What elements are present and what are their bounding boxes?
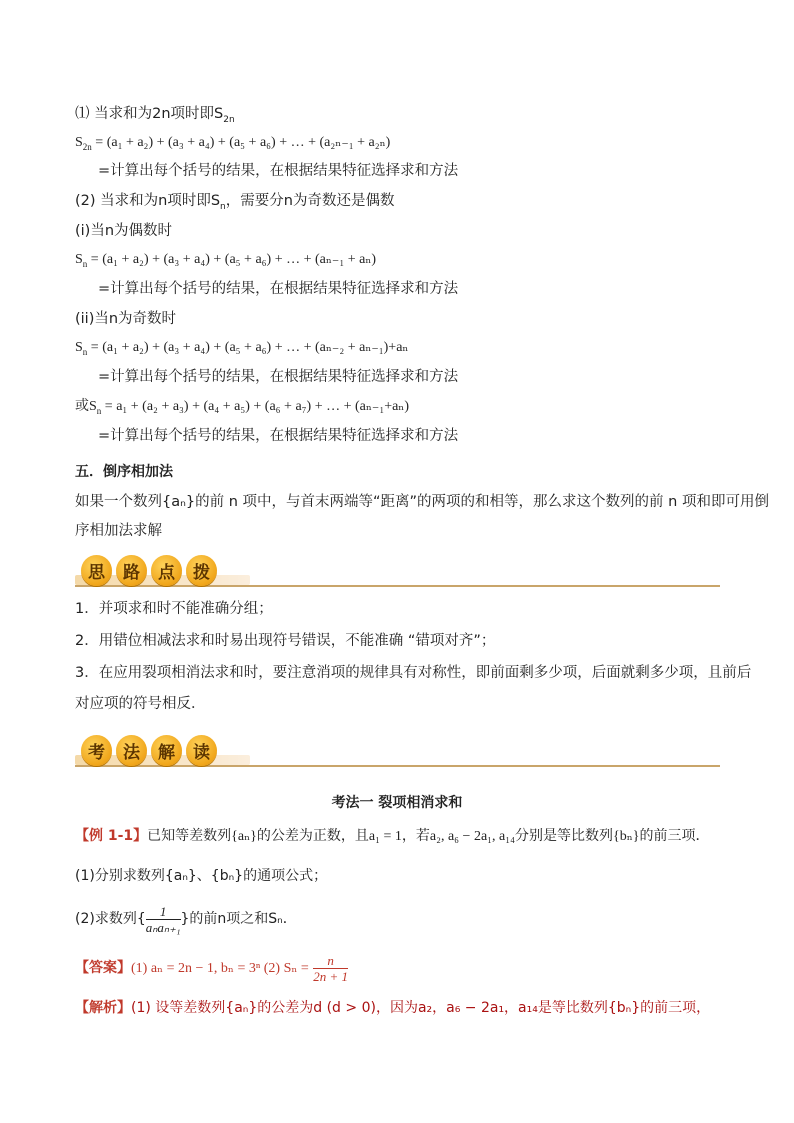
banner-tips [75,555,720,587]
case-odd-heading: (ii)当n为奇数时 [75,311,177,327]
case-2-heading: (2) 当求和为n项时即$S_n$，需要分n为奇数还是偶数 [75,193,395,212]
banner-tips-char-4: 拨 [186,555,217,586]
formula-sn-even: $S_n = (a_1 + a_2) + (a_3 + a_4) + (a_5 + a_6)$ + … + (aₙ₋₁ + aₙ) [75,252,377,269]
answer-tag: 【答案】 [75,960,131,976]
banner-methods [75,735,720,767]
calc-note-2: =计算出每个括号的结果，在根据结果特征选择求和方法 [98,281,459,297]
formula-sn-odd: $S_n = (a_1 + a_2) + (a_3 + a_4) + (a_5 + a_6)$ + … + (aₙ₋₂ + aₙ₋₁)+aₙ [75,340,409,357]
example-1-1: 【例 1-1】已知等差数列{aₙ}的公差为正数，且a₁ = 1，若a₂, a₆ − 2a₁, a₁₄分别是等比数列{bₙ}的前三项． [75,828,710,844]
analysis-tag: 【解析】 [75,1000,131,1016]
case-even-heading: (i)当n为偶数时 [75,223,173,239]
formula-s2n: $S_{2n} = (a_1 + a_2) + (a_3 + a_4) + (a_5 + a_6)$ + … + (a₂ₙ₋₁ + a₂ₙ) [75,135,391,152]
case-1-heading: ⑴ 当求和为2n项时即$S_{2n}$ [75,106,235,125]
banner-tips-char-1: 思 [81,555,112,586]
tip-3-cont: 对应项的符号相反． [75,696,206,712]
example-tag: 【例 1-1】 [75,828,148,844]
example-question-2: (2)求数列{ $\frac{1}{\text{aₙaₙ₊₁}}$ }的前n项之和Sₙ． [75,903,297,935]
method-1-title: 考法一 裂项相消求和 [331,795,463,811]
banner-methods-char-4: 读 [186,735,217,766]
answer-fraction: $\frac{n}{2n + 1}$ [313,952,349,984]
banner-methods-char-1: 考 [81,735,112,766]
tip-1: 1．并项求和时不能准确分组； [75,601,273,617]
example-question-1: (1)分别求数列{aₙ}、{bₙ}的通项公式； [75,868,328,884]
section-5-title: 五．倒序相加法 [75,464,173,480]
section-5-paragraph-1: 如果一个数列{aₙ}的前 n 项中，与首末两端等“距离”的两项的和相等，那么求这个数列的前 n 项和即可用倒 [75,494,769,510]
calc-note-4: =计算出每个括号的结果，在根据结果特征选择求和方法 [98,428,459,444]
formula-sn-odd-alt: 或$S_n = a_1 + (a_2 + a_3) + (a_4 + a_5) + (a_6 + a_7)$ + … + (aₙ₋₁+aₙ) [75,399,410,416]
calc-note-1: =计算出每个括号的结果，在根据结果特征选择求和方法 [98,163,459,179]
tip-2: 2．用错位相减法求和时易出现符号错误，不能准确 “错项对齐”； [75,633,496,649]
calc-note-3: =计算出每个括号的结果，在根据结果特征选择求和方法 [98,369,459,385]
section-5-paragraph-2: 序相加法求解 [75,523,162,539]
banner-tips-char-2: 路 [116,555,147,586]
question-fraction: $\frac{1}{\text{aₙaₙ₊₁}}$ [145,903,181,935]
banner-tips-char-3: 点 [151,555,182,586]
banner-methods-char-2: 法 [116,735,147,766]
analysis-line: 【解析】(1) 设等差数列{aₙ}的公差为d (d > 0)，因为a₂，a₆ − 2a₁，a₁₄是等比数列{bₙ}的前三项， [75,1000,711,1016]
tip-3: 3．在应用裂项相消法求和时，要注意消项的规律具有对称性，即前面剩多少项，后面就剩多少项，且前后 [75,665,752,681]
banner-methods-char-3: 解 [151,735,182,766]
answer-line: 【答案】(1) aₙ = 2n − 1, bₙ = 3ⁿ (2) Sₙ = $\frac{n}{2n + 1}$ [75,952,349,984]
